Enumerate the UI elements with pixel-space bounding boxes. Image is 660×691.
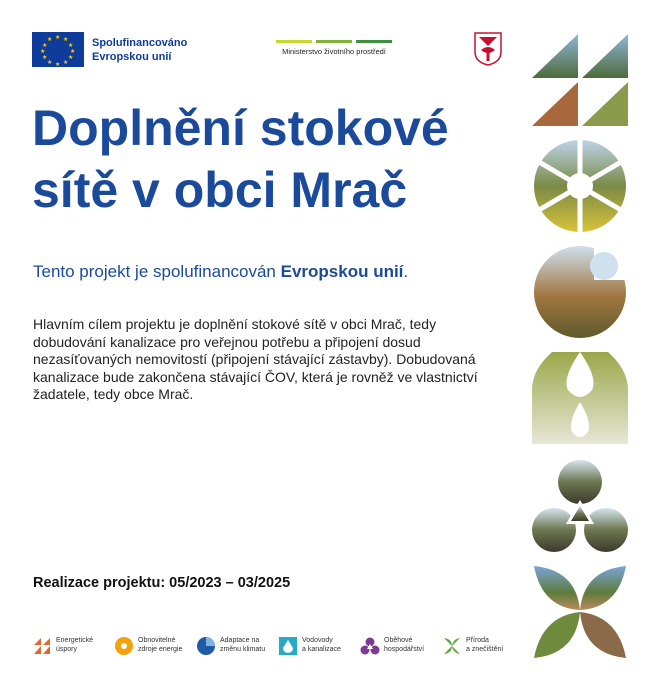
eu-text-line1: Spolufinancováno	[92, 36, 188, 49]
climate-icon	[196, 636, 216, 656]
topic-water	[278, 636, 360, 656]
topic-label: Obnovitelné zdroje energie	[138, 637, 183, 653]
decorative-photo-column	[532, 30, 628, 660]
nature-icon	[442, 636, 462, 656]
project-description: Hlavním cílem projektu je doplnění stokové sítě v obci Mrač, tedy dobudování kanalizace pro veřejnou potřebu a připojení dosud nezasíťovaných nemovitostí (připojení stávající zástavby). Dobudovaná kanalizace bude zakončena stávající ČOV, která je rovněž ve vlastnictví žadatele, tedy obce Mrač.	[33, 316, 478, 402]
topic-renewable	[114, 636, 196, 656]
page-title: Doplnění stokové sítě v obci Mrač	[32, 100, 449, 218]
topic-climate	[196, 636, 278, 656]
circular-economy-shape	[532, 460, 628, 552]
eu-flag-icon: ★ ★ ★ ★ ★ ★ ★ ★ ★ ★ ★ ★	[32, 32, 84, 67]
renewable-icon	[114, 636, 134, 656]
ministry-name: Ministerstvo životního prostředí	[282, 47, 386, 56]
eu-logo	[32, 32, 187, 67]
topic-label: Vodovody a kanalizace	[302, 637, 341, 653]
topic-energy	[32, 636, 114, 656]
topic-nature	[442, 636, 524, 656]
topic-label: Příroda a znečištění	[466, 637, 504, 653]
sun-wheel-shape	[534, 138, 626, 234]
cofinancing-emphasis: Evropskou unií	[280, 262, 404, 281]
energy-triangles-shape	[532, 34, 628, 126]
energy-icon	[32, 636, 52, 656]
water-icon	[278, 636, 298, 656]
circular-icon	[360, 636, 380, 656]
project-timeline: Realizace projektu: 05/2023 – 03/2025	[33, 575, 291, 591]
cofinancing-statement: Tento projekt je spolufinancován Evropskou unií.	[33, 262, 409, 281]
topic-icons-row	[32, 636, 524, 656]
nature-butterfly-shape	[534, 566, 626, 658]
topic-label: Oběhové hospodářství	[384, 637, 425, 653]
ministry-bars-icon	[276, 40, 392, 43]
topic-label: Adaptace na změnu klimatu	[220, 637, 266, 653]
municipal-crest-icon	[474, 32, 502, 66]
topic-circular	[360, 636, 442, 656]
ministry-logo	[276, 40, 392, 56]
eu-text-line2: Evropskou unií	[92, 50, 172, 63]
water-drop-shape	[532, 352, 628, 444]
topic-label: Energetické úspory	[56, 637, 93, 653]
climate-circle-shape	[534, 246, 626, 338]
